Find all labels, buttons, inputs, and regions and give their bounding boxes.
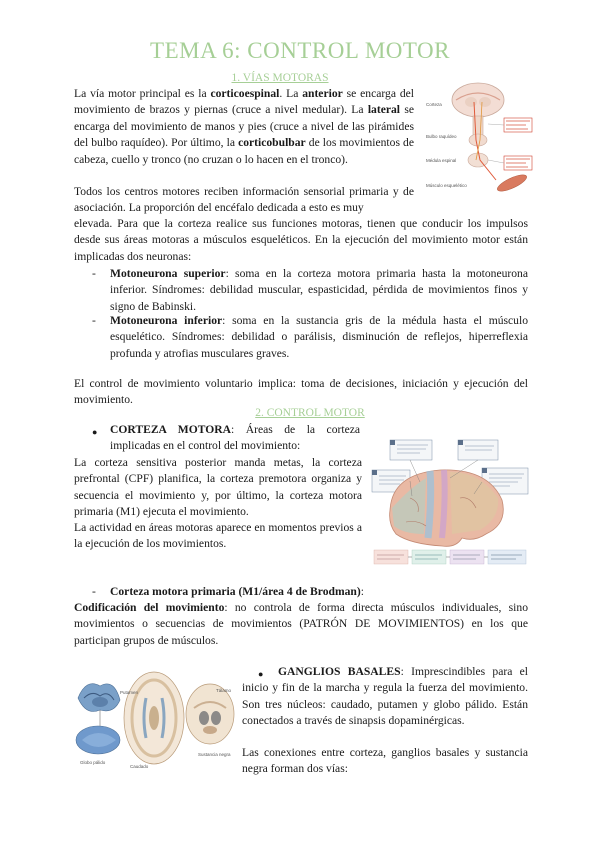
fig-label: Corteza [426, 102, 442, 107]
section-heading-control-motor: 2. CONTROL MOTOR [255, 407, 365, 419]
label-box [390, 440, 432, 460]
brain-horizontal-section [124, 672, 184, 764]
fig-label: Putamen [120, 690, 139, 695]
fig-label: Globo pálido [80, 760, 106, 765]
paragraph-codificacion: Codificación del movimiento: no controla de forma directa músculos individuales, sino movimientos o secuencias de movimientos (PATRÓN DE MOVIMIENTOS) en los que participan grupos de músculos. [74, 601, 528, 647]
legend-box [488, 550, 526, 564]
paragraph-actividad-motora: La actividad en áreas motoras aparece en momentos previos a la ejecución de los movimientos. [74, 521, 362, 551]
term-codificacion: Codificación del movimiento [74, 601, 225, 614]
list-dash: - [92, 267, 96, 280]
list-dash: - [92, 314, 96, 327]
motor-pathway-figure [426, 80, 536, 195]
fig-label: Bulbo raquídeo [426, 134, 457, 139]
bullet-dot: ● [258, 669, 264, 679]
fig-label: Músculo esquelético [426, 183, 467, 188]
brain-coronal-section [186, 684, 234, 744]
term-ganglios-basales: GANGLIOS BASALES [278, 665, 401, 678]
brain-lateral-view [390, 470, 504, 546]
corteza-motora-heading: CORTEZA MOTORA: Áreas de la corteza implicadas en el control del movimiento: [110, 423, 361, 453]
paragraph-movimiento-voluntario: El control de movimiento voluntario implica: toma de decisiones, iniciación y ejecución del movimiento. [74, 377, 528, 407]
term-motoneurona-inferior: Motoneurona inferior [110, 314, 223, 327]
label-box [458, 440, 498, 460]
legend-box [412, 550, 446, 564]
basal-ganglia-3d-view [76, 684, 120, 754]
section-heading-vias-motoras: 1. VÍAS MOTORAS [231, 72, 329, 84]
fig-label: Tálamo [216, 688, 232, 693]
page-title: TEMA 6: CONTROL MOTOR [150, 38, 450, 63]
list-dash: - [92, 585, 96, 598]
skeletal-muscle [495, 172, 528, 195]
bullet-dot: ● [92, 427, 98, 437]
spinal-cord-section [468, 153, 488, 167]
term-corteza-motora: CORTEZA MOTORA [110, 423, 232, 436]
basal-ganglia-figure [70, 668, 238, 776]
medulla-section [469, 134, 487, 146]
paragraph-via-motora: La vía motor principal es la corticoespinal. La anterior se encarga del movimiento de brazos y piernas (cruce a nivel medular). La lateral se encarga del movimiento de manos y pies (cruce a nivel de las pirámides del bulbo raquídeo). Por último, la corticobulbar de los movimientos de cabeza, cuello y tronco (no cruzan o lo hacen en el tronco). [74, 87, 414, 166]
m1-heading: Corteza motora primaria (M1/área 4 de Brodman): [110, 585, 364, 598]
paragraph-centros-motores-a: Todos los centros motores reciben información sensorial primaria y de asociación. La proporción del encéfalo dedicada a esto es muy [74, 185, 414, 215]
motor-cortex-figure [370, 438, 530, 568]
fig-label: Sustancia negra [198, 752, 231, 757]
term-motoneurona-superior: Motoneurona superior [110, 267, 226, 280]
fig-label: Caudado [130, 764, 149, 769]
paragraph-ganglios-basales: GANGLIOS BASALES: Imprescindibles para el inicio y fin de la marcha y regula la fuerza del movimiento. Son tres núcleos: caudado, putamen y globo pálido. Están conectados a través de sinapsis dopaminérgicas. [242, 665, 528, 728]
legend-box [450, 550, 484, 564]
brain-coronal-section [452, 83, 504, 117]
paragraph-conexiones: Las conexiones entre corteza, ganglios basales y sustancia negra forman dos vías: [242, 746, 528, 776]
fig-label: Médula espinal [426, 158, 457, 163]
paragraph-corteza-areas: La corteza sensitiva posterior manda metas, la corteza prefrontal (CPF) planifica, la corteza premotora organiza y secuencia el movimiento y, por último, la corteza motora primaria (M1) ejecuta el movimiento. [74, 456, 362, 519]
legend-box [374, 550, 408, 564]
paragraph-centros-motores-b: elevada. Para que la corteza realice sus funciones motoras, tienen que conducir los impulsos desde sus áreas motoras a músculos esqueléticos. En la ejecución del movimiento motor están implicadas dos neuronas: [74, 217, 528, 263]
